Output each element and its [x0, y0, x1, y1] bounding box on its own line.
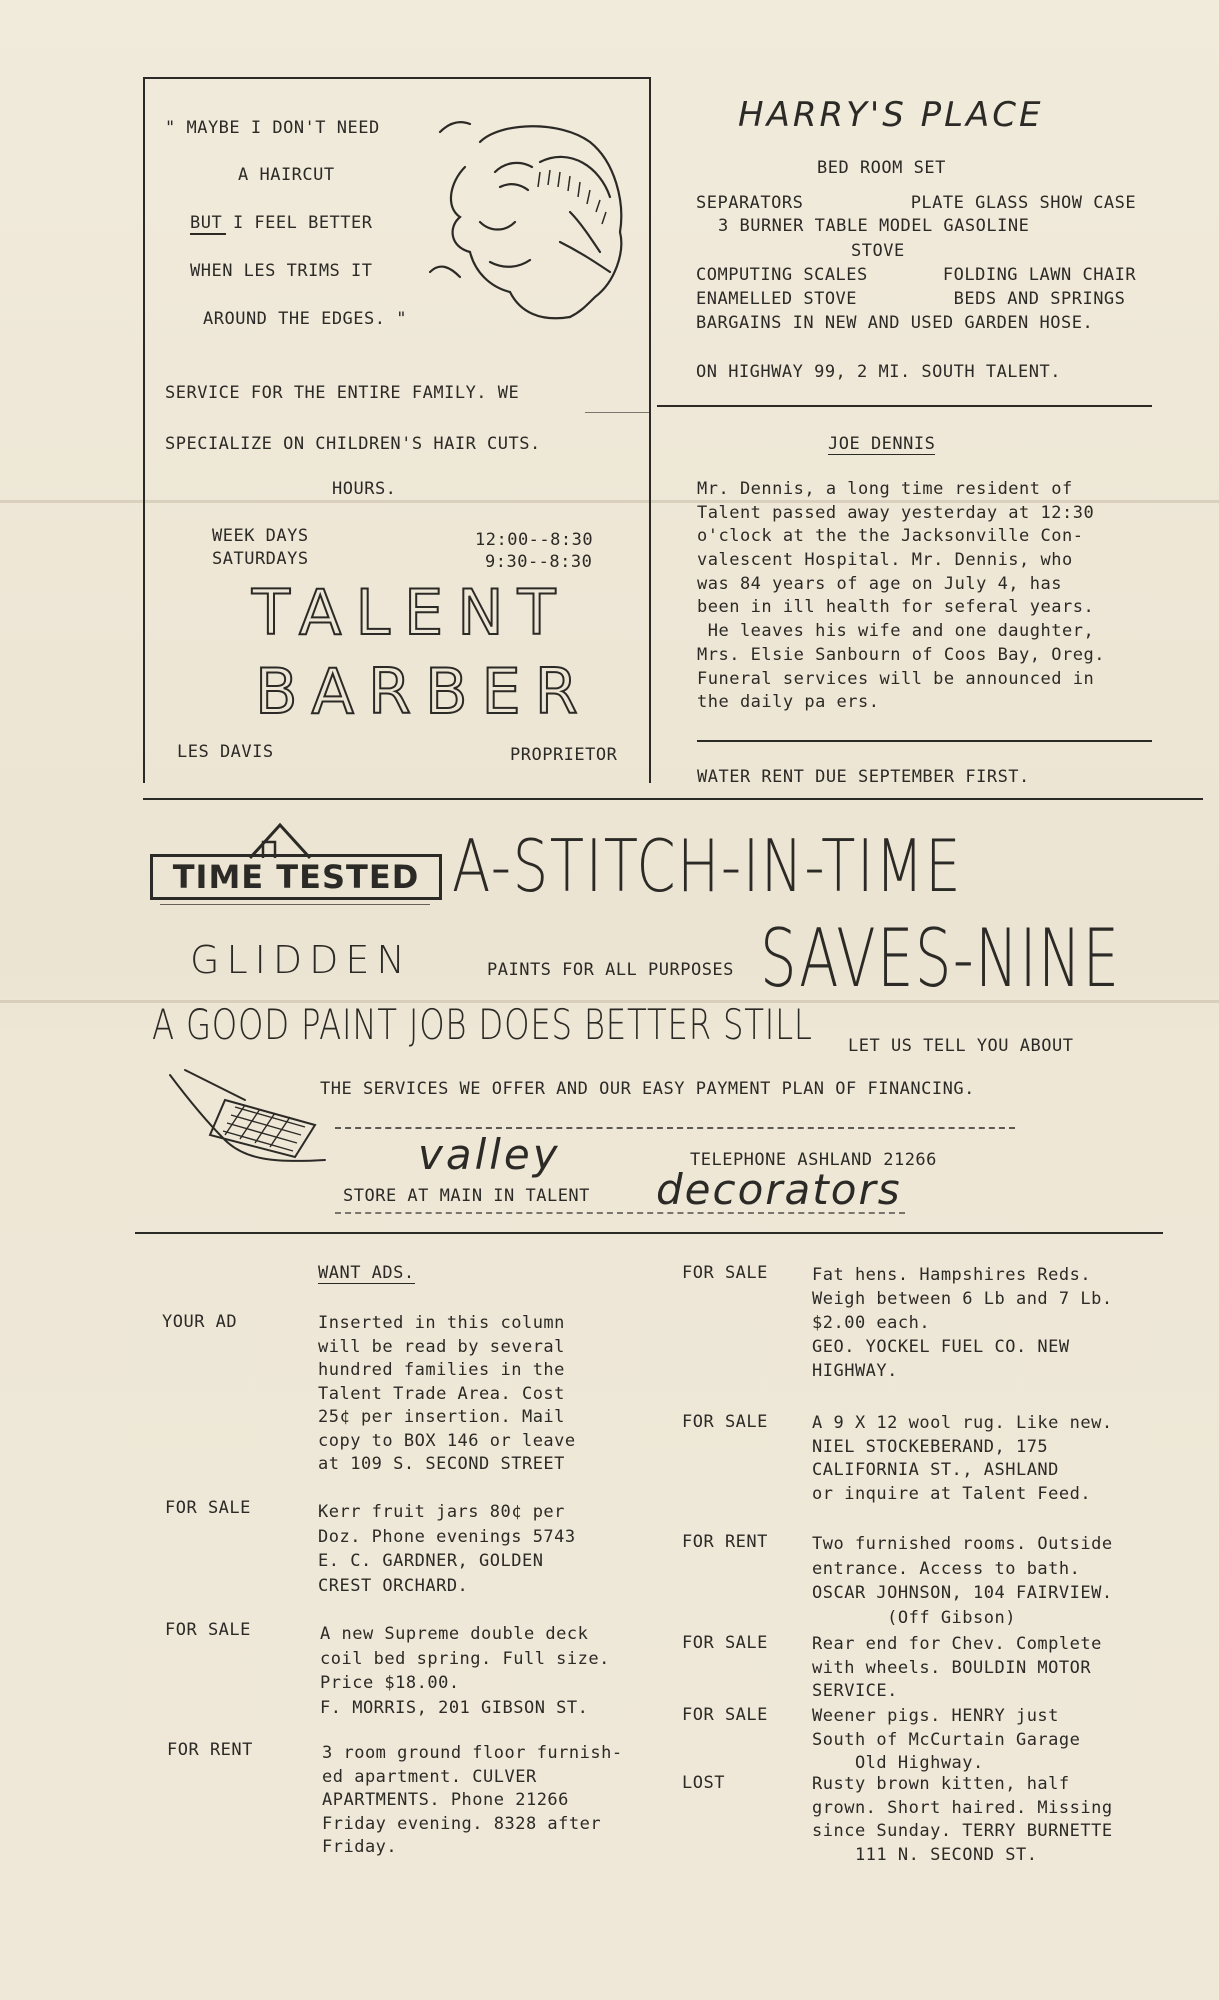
harrys-line-3: 3 BURNER TABLE MODEL GASOLINE	[718, 216, 1030, 236]
harrys-line-1: BED ROOM SET	[817, 158, 946, 178]
time-tested-badge	[150, 820, 440, 906]
ad-line: ed apartment. CULVER	[322, 1766, 537, 1787]
harrys-divider	[657, 405, 1152, 407]
left-ad-1-body	[318, 1312, 576, 1477]
ad-line: E. C. GARDNER, GOLDEN	[318, 1551, 544, 1571]
ad-line: Two furnished rooms. Outside	[812, 1534, 1113, 1554]
left-ad-3-label: FOR SALE	[165, 1620, 251, 1640]
right-ad-1-label: FOR SALE	[682, 1263, 768, 1283]
ad-line: entrance. Access to bath.	[812, 1558, 1081, 1579]
badge-underline	[160, 904, 430, 905]
barber-box-right	[649, 77, 651, 783]
weekdays-hours: 12:00--8:30	[475, 530, 594, 550]
ad-line: Friday evening. 8328 after	[322, 1813, 602, 1834]
barber-hours-label: HOURS.	[332, 479, 397, 499]
ad-line: 25¢ per insertion. Mail	[318, 1407, 565, 1427]
ad-line: NIEL STOCKEBERAND, 175	[812, 1436, 1049, 1457]
barber-service-2: SPECIALIZE ON CHILDREN'S HAIR CUTS.	[165, 434, 541, 454]
harrys-line-2: SEPARATORS PLATE GLASS SHOW CASE	[696, 193, 1137, 213]
barber-quote-4: WHEN LES TRIMS IT	[190, 261, 373, 281]
ad-line: SERVICE.	[812, 1681, 898, 1701]
barber-quote-3: BUT I FEEL BETTER	[190, 213, 373, 233]
saturdays-hours: 9:30--8:30	[485, 552, 593, 572]
ad-line: since Sunday. TERRY BURNETTE	[812, 1821, 1113, 1841]
services-line: THE SERVICES WE OFFER AND OUR EASY PAYMENT PLAN OF FINANCING.	[320, 1079, 975, 1099]
ad-line: APARTMENTS. Phone 21266	[322, 1790, 569, 1810]
right-ad-3-body	[812, 1532, 1113, 1630]
obituary-line-3: o'clock at the the Jacksonville Con-	[697, 526, 1084, 546]
water-rent-notice: WATER RENT DUE SEPTEMBER FIRST.	[697, 767, 1030, 787]
barber-box-top	[143, 77, 651, 79]
right-ad-5-body	[812, 1705, 1080, 1776]
ad-line: Rear end for Chev. Complete	[812, 1634, 1102, 1654]
right-ad-4-label: FOR SALE	[682, 1633, 768, 1653]
ad-line: or inquire at Talent Feed.	[812, 1483, 1092, 1504]
right-ad-1-body	[812, 1263, 1113, 1383]
ad-section-divider	[135, 1232, 1163, 1234]
ad-line: Friday.	[322, 1837, 398, 1857]
underline-but	[190, 233, 226, 235]
proprietor-title: PROPRIETOR	[510, 745, 618, 765]
ad-line: Weener pigs. HENRY just	[812, 1706, 1059, 1726]
left-ad-2-label: FOR SALE	[165, 1498, 251, 1518]
obituary-divider	[697, 740, 1152, 742]
barber-face-illustration	[420, 112, 630, 332]
obituary-line-6: been in ill health for seferal years.	[697, 597, 1095, 617]
ad-line: grown. Short haired. Missing	[812, 1797, 1113, 1818]
barber-quote-1: " MAYBE I DON'T NEED	[165, 118, 380, 138]
right-ad-5-label: FOR SALE	[682, 1705, 768, 1725]
ad-line: hundred families in the	[318, 1360, 565, 1380]
ad-line: Doz. Phone evenings 5743	[318, 1526, 576, 1547]
ad-line: Fat hens. Hampshires Reds.	[812, 1265, 1092, 1285]
obituary-line-7: He leaves his wife and one daughter,	[697, 621, 1095, 641]
harrys-location: ON HIGHWAY 99, 2 MI. SOUTH TALENT.	[696, 362, 1061, 382]
right-ad-6-label: LOST	[682, 1773, 725, 1793]
dashed-rule-top	[335, 1127, 1015, 1129]
talent-title: TALENT	[252, 576, 570, 649]
ad-line: at 109 S. SECOND STREET	[318, 1454, 565, 1474]
ad-line: coil bed spring. Full size.	[320, 1648, 610, 1669]
ad-line: Inserted in this column	[318, 1313, 565, 1333]
paintbrush-hand-illustration	[165, 1065, 335, 1165]
obituary-line-5: was 84 years of age on July 4, has	[697, 574, 1062, 594]
ad-line: copy to BOX 146 or leave	[318, 1430, 576, 1451]
ad-line: CREST ORCHARD.	[318, 1575, 469, 1596]
stitch-headline: A-STITCH-IN-TIME	[452, 824, 963, 908]
want-ads-heading: WANT ADS.	[318, 1263, 415, 1283]
weekdays-label: WEEK DAYS	[212, 526, 309, 546]
barber-quote-2: A HAIRCUT	[238, 165, 335, 185]
right-ad-4-body	[812, 1633, 1102, 1704]
ad-line: Kerr fruit jars 80¢ per	[318, 1502, 565, 1522]
glidden-brand: GLIDDEN	[190, 938, 412, 982]
obituary-title: JOE DENNIS	[828, 434, 936, 454]
left-ad-3-body	[320, 1622, 610, 1720]
obituary-line-4: valescent Hospital. Mr. Dennis, who	[697, 550, 1073, 570]
ad-line: CALIFORNIA ST., ASHLAND	[812, 1460, 1059, 1480]
obituary-line-10: the daily pa ers.	[697, 692, 880, 712]
ad-line: $2.00 each.	[812, 1313, 931, 1333]
obituary-line-2: Talent passed away yesterday at 12:30	[697, 503, 1095, 523]
harrys-line-4: STOVE	[851, 241, 905, 261]
store-location: STORE AT MAIN IN TALENT	[343, 1186, 590, 1206]
good-paint-tagline: A GOOD PAINT JOB DOES BETTER STILL	[152, 1000, 813, 1049]
left-ad-4-body	[322, 1742, 623, 1860]
ad-line: F. MORRIS, 201 GIBSON ST.	[320, 1697, 589, 1718]
harrys-line-6: ENAMELLED STOVE BEDS AND SPRINGS	[696, 289, 1126, 309]
ad-line: 111 N. SECOND ST.	[812, 1844, 1038, 1865]
saturdays-label: SATURDAYS	[212, 549, 309, 569]
smudge-line	[585, 412, 649, 413]
obituary-line-1: Mr. Dennis, a long time resident of	[697, 479, 1073, 499]
paints-purposes: PAINTS FOR ALL PURPOSES	[487, 960, 734, 980]
barber-service-1: SERVICE FOR THE ENTIRE FAMILY. WE	[165, 383, 520, 403]
obituary-line-9: Funeral services will be announced in	[697, 669, 1095, 689]
ad-line: Weigh between 6 Lb and 7 Lb.	[812, 1289, 1113, 1309]
left-ad-4-label: FOR RENT	[167, 1740, 253, 1760]
left-ad-1-label: YOUR AD	[162, 1312, 238, 1332]
proprietor-name: LES DAVIS	[177, 742, 274, 762]
barber-box-left	[143, 77, 145, 783]
ad-line: Price $18.00.	[320, 1673, 460, 1693]
barber-quote-5: AROUND THE EDGES. "	[203, 309, 407, 329]
ad-line: A new Supreme double deck	[320, 1624, 589, 1644]
section-divider	[143, 798, 1203, 800]
ad-line: (Off Gibson)	[812, 1607, 1016, 1628]
valley-wordmark: valley	[418, 1130, 561, 1179]
harrys-line-5: COMPUTING SCALES FOLDING LAWN CHAIR	[696, 265, 1137, 285]
ad-line: 3 room ground floor furnish-	[322, 1743, 623, 1763]
telephone-line: TELEPHONE ASHLAND 21266	[690, 1150, 937, 1170]
ad-line: GEO. YOCKEL FUEL CO. NEW	[812, 1337, 1070, 1357]
saves-nine-headline: SAVES-NINE	[760, 912, 1121, 1005]
ad-line: OSCAR JOHNSON, 104 FAIRVIEW.	[812, 1583, 1113, 1603]
right-ad-2-body	[812, 1412, 1113, 1506]
ad-line: Old Highway.	[812, 1753, 984, 1773]
ad-line: with wheels. BOULDIN MOTOR	[812, 1657, 1092, 1678]
obituary-line-8: Mrs. Elsie Sanbourn of Coos Bay, Oreg.	[697, 645, 1105, 665]
left-ad-2-body	[318, 1500, 576, 1598]
let-us-tell: LET US TELL YOU ABOUT	[848, 1036, 1074, 1056]
right-ad-2-label: FOR SALE	[682, 1412, 768, 1432]
right-ad-3-label: FOR RENT	[682, 1532, 768, 1552]
harrys-title: HARRY'S PLACE	[738, 95, 1044, 135]
time-tested-text: TIME TESTED	[150, 854, 442, 900]
decorators-wordmark: decorators	[656, 1165, 902, 1214]
ad-line: will be read by several	[318, 1336, 565, 1357]
right-ad-6-body	[812, 1773, 1113, 1867]
ad-line: A 9 X 12 wool rug. Like new.	[812, 1413, 1113, 1433]
ad-line: Talent Trade Area. Cost	[318, 1383, 565, 1404]
dashed-rule-bottom	[335, 1212, 905, 1214]
ad-line: Rusty brown kitten, half	[812, 1774, 1070, 1794]
ad-line: South of McCurtain Garage	[812, 1729, 1081, 1750]
barber-title: BARBER	[255, 655, 592, 728]
ad-line: HIGHWAY.	[812, 1361, 898, 1381]
harrys-line-7: BARGAINS IN NEW AND USED GARDEN HOSE.	[696, 313, 1094, 333]
